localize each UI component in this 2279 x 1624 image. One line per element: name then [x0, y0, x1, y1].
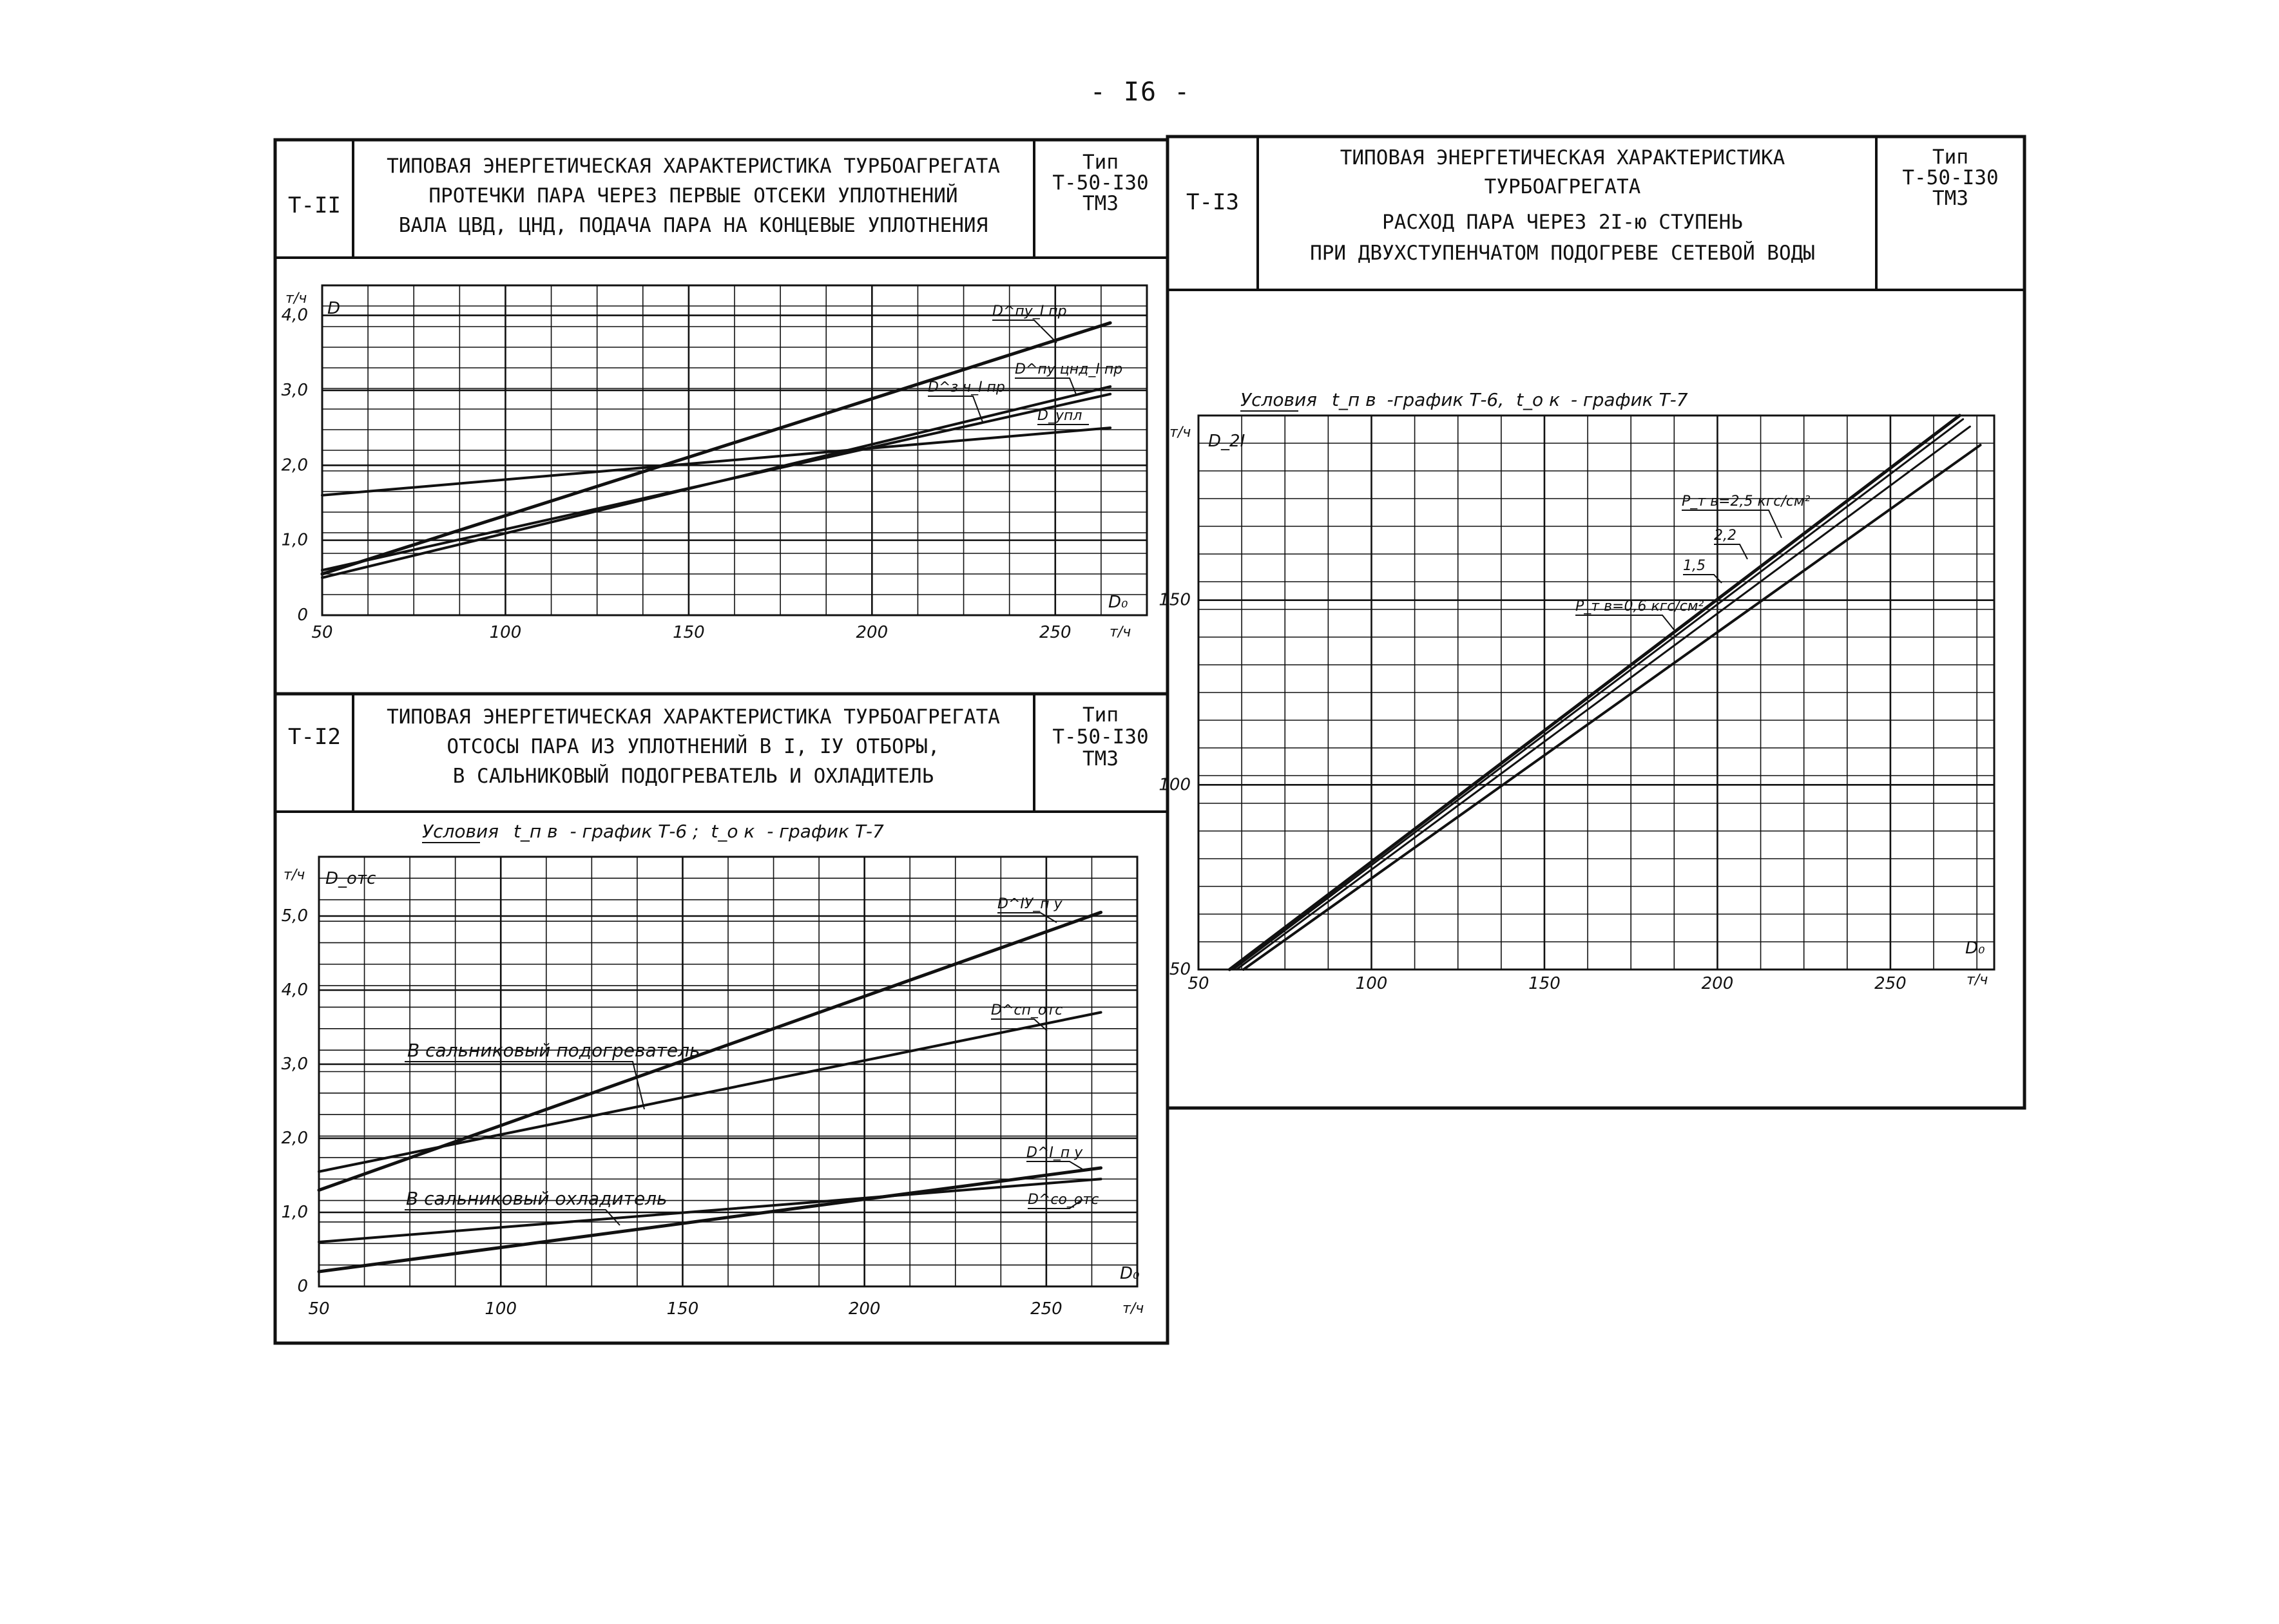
panel-title-line: ТИПОВАЯ ЭНЕРГЕТИЧЕСКАЯ ХАРАКТЕРИСТИКА: [1340, 146, 1785, 169]
type-line: Т-50-I30: [1902, 166, 1999, 189]
panel-title-line: В САЛЬНИКОВЫЙ ПОДОГРЕВАТЕЛЬ И ОХЛАДИТЕЛЬ: [452, 765, 934, 788]
x-tick-label: 150: [1528, 974, 1561, 993]
y-tick-label: 0: [297, 606, 308, 625]
y-axis-label: D_отс: [325, 869, 376, 888]
y-unit-label: т/ч: [1169, 425, 1191, 441]
y-tick-label: 4,0: [281, 305, 308, 325]
panel-title-line: ТУРБОАГРЕГАТА: [1484, 175, 1641, 198]
y-tick-label: 1,0: [281, 530, 308, 550]
x-tick-label: 200: [856, 623, 889, 642]
chart-series: [319, 912, 1101, 1272]
x-unit-label: т/ч: [1122, 1301, 1144, 1317]
x-tick-label: 100: [489, 623, 522, 642]
x-tick-label: 250: [1874, 974, 1907, 993]
chart-grid: [322, 285, 1147, 615]
condition-word: Условия: [1240, 389, 1318, 410]
panel-title-line: ТИПОВАЯ ЭНЕРГЕТИЧЕСКАЯ ХАРАКТЕРИСТИКА ТУРБОАГРЕГАТА: [387, 705, 1000, 729]
y-tick-label: 3,0: [281, 380, 308, 400]
condition-ref: - график Т-6 ;: [570, 821, 699, 842]
type-line: ТМЗ: [1082, 747, 1119, 770]
type-line: Т-50-I30: [1052, 171, 1149, 195]
y-tick-label: 1,0: [281, 1203, 308, 1222]
series-line: [1233, 419, 1963, 970]
condition-text: [1240, 389, 1688, 410]
condition-var: t_о к: [1516, 389, 1560, 410]
condition-var: t_о к: [711, 821, 755, 842]
series-label: D^со_отс: [1028, 1192, 1099, 1208]
x-tick-label: 150: [666, 1299, 699, 1319]
series-line: [319, 1168, 1101, 1272]
panel-title-line: ТИПОВАЯ ЭНЕРГЕТИЧЕСКАЯ ХАРАКТЕРИСТИКА ТУРБОАГРЕГАТА: [387, 155, 1000, 178]
series-label: D_упл: [1037, 408, 1082, 424]
series-line: [1236, 426, 1970, 970]
x-tick-label: 50: [311, 623, 333, 642]
title-block-t13: [1186, 137, 1999, 290]
panel-title-line: ПРОТЕЧКИ ПАРА ЧЕРЕЗ ПЕРВЫЕ ОТСЕКИ УПЛОТНЕНИЙ: [428, 184, 958, 207]
series-line: [1244, 445, 1981, 970]
condition-var: t_п в: [513, 821, 558, 842]
chart-annotations: [281, 821, 1144, 1317]
condition-word: Условия: [422, 821, 499, 842]
panel-code: Т-I2: [288, 724, 341, 750]
panel-title-line: РАСХОД ПАРА ЧЕРЕЗ 2I-ю СТУПЕНЬ: [1382, 211, 1743, 234]
page-number: - I6 -: [1090, 77, 1191, 107]
x-tick-label: 50: [1188, 974, 1209, 993]
y-tick-label: 150: [1159, 590, 1191, 610]
x-tick-label: 150: [673, 623, 705, 642]
series-label: D^I_п у: [1026, 1145, 1083, 1161]
annotation-cooler: В сальниковый охладитель: [406, 1188, 668, 1209]
panel-title-line: ОТСОСЫ ПАРА ИЗ УПЛОТНЕНИЙ В I, IУ ОТБОРЫ,: [447, 735, 940, 758]
series-label: D^пу цнд_I пр: [1015, 361, 1123, 377]
series-label: 2,2: [1714, 528, 1736, 544]
y-tick-label: 4,0: [281, 980, 308, 1000]
type-line: Тип: [1932, 146, 1968, 169]
x-axis-label: D₀: [1965, 939, 1985, 958]
x-axis-label: D₀: [1108, 593, 1128, 612]
series-label: P_т в=0,6 кгс/см²: [1575, 598, 1704, 615]
series-label: D^пу_I пр: [992, 303, 1067, 320]
panel-title-line: ВАЛА ЦВД, ЦНД, ПОДАЧА ПАРА НА КОНЦЕВЫЕ УПЛОТНЕНИЯ: [398, 214, 988, 237]
condition-ref: - график Т-7: [1570, 389, 1688, 410]
y-tick-label: 0: [297, 1277, 308, 1296]
series-label: P_т в=2,5 кгс/см²: [1682, 493, 1811, 510]
y-axis-label: D_2I: [1208, 432, 1245, 451]
chart-annotations: [1169, 389, 1988, 988]
y-tick-label: 5,0: [281, 906, 308, 926]
type-line: Т-50-I30: [1052, 725, 1149, 749]
panel-title-line: ПРИ ДВУХСТУПЕНЧАТОМ ПОДОГРЕВЕ СЕТЕВОЙ ВОДЫ: [1310, 242, 1815, 265]
x-axis-label: D₀: [1120, 1264, 1140, 1283]
x-tick-label: 250: [1030, 1299, 1063, 1319]
x-tick-label: 200: [1701, 974, 1734, 993]
y-tick-label: 2,0: [281, 1129, 308, 1148]
chart-t13: [1159, 389, 1994, 993]
series-label: D^сп_отс: [991, 1002, 1063, 1018]
y-tick-label: 3,0: [281, 1055, 308, 1074]
panel-code: Т-I3: [1186, 189, 1239, 215]
condition-var: t_п в: [1331, 389, 1376, 410]
x-unit-label: т/ч: [1110, 624, 1131, 640]
type-line: Тип: [1082, 703, 1119, 727]
series-label: 1,5: [1683, 558, 1706, 574]
condition-ref: - график Т-7: [767, 821, 884, 842]
y-tick-label: 50: [1169, 960, 1191, 979]
frame-right: [1168, 137, 2024, 1108]
y-unit-label: т/ч: [285, 291, 307, 307]
title-block-t12: [288, 694, 1149, 812]
title-block-t11: [288, 140, 1149, 258]
panel-code: Т-II: [288, 193, 341, 218]
chart-t11: [282, 285, 1147, 642]
series-line: [322, 323, 1110, 574]
type-line: Тип: [1082, 151, 1119, 174]
annotation-heater: В сальниковый подогреватель: [407, 1040, 700, 1061]
condition-text: [422, 821, 884, 842]
series-line: [322, 394, 1110, 570]
y-axis-label: D: [327, 299, 341, 318]
x-tick-label: 100: [485, 1299, 517, 1319]
y-tick-label: 2,0: [281, 455, 308, 475]
condition-ref: -график Т-6,: [1387, 389, 1505, 410]
series-label: D^з ч_I пр: [928, 379, 1005, 396]
chart-grid: [319, 857, 1137, 1286]
chart-t12: [282, 821, 1144, 1319]
series-line: [319, 1013, 1101, 1172]
y-unit-label: т/ч: [284, 867, 305, 883]
y-tick-label: 100: [1159, 775, 1191, 795]
series-label: D^IУ_п у: [997, 896, 1063, 912]
x-tick-label: 100: [1355, 974, 1388, 993]
x-tick-label: 250: [1039, 623, 1072, 642]
chart-ticks: [1159, 591, 1906, 993]
type-line: ТМЗ: [1932, 187, 1968, 210]
x-tick-label: 50: [308, 1299, 330, 1319]
x-unit-label: т/ч: [1966, 972, 1988, 988]
type-line: ТМЗ: [1082, 192, 1119, 215]
chart-ticks: [282, 306, 1072, 642]
x-tick-label: 200: [848, 1299, 881, 1319]
series-line: [322, 428, 1110, 495]
